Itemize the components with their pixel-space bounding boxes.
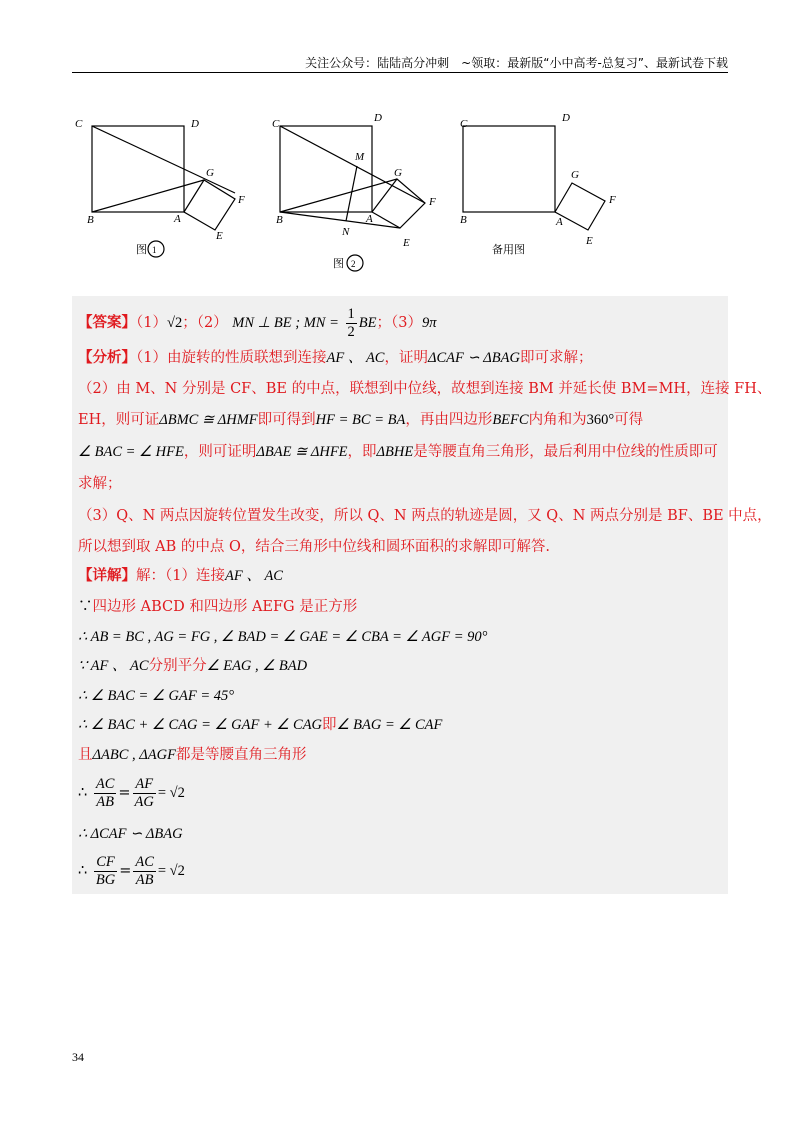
detail-line-8: ∴ $\frac{AC}{AB}$ = $\frac{AF}{AG}$ = √2 [78, 776, 185, 810]
geometry-figures [70, 108, 630, 278]
svg-text:C: C [272, 118, 280, 130]
svg-text:G: G [206, 167, 214, 179]
fig1-line-cf [92, 126, 235, 193]
svg-text:E: E [586, 235, 593, 247]
detail-line-4: ∵ AF 、 AC分别平分∠ EAG , ∠ BAD [78, 658, 308, 674]
detail-line-7: 且ΔABC , ΔAGF都是等腰直角三角形 [78, 747, 307, 763]
analysis-line-1: 【分析】（1）由旋转的性质联想到连接AF 、 AC，证明ΔCAF ∽ ΔBAG即可求解； [78, 349, 593, 366]
svg-text:B: B [276, 214, 283, 226]
svg-text:B: B [87, 214, 94, 226]
analysis-line-3: EH，则可证ΔBMC ≅ ΔHMF即可得到HF = BC = BA，再由四边形BEFC内角和为360°可得 [78, 412, 644, 428]
svg-text:1: 1 [152, 245, 157, 255]
fig2-line-bg [280, 179, 397, 212]
svg-text:F: F [238, 194, 245, 206]
svg-text:D: D [191, 118, 199, 130]
fig2-line-be [280, 212, 400, 228]
fig3-caption: 备用图 [492, 243, 525, 256]
svg-text:A: A [366, 213, 373, 225]
svg-text:E: E [403, 237, 410, 249]
svg-text:D: D [562, 112, 570, 124]
analysis-line-5: 求解； [78, 476, 122, 492]
analysis-line-4: ∠ BAC = ∠ HFE，则可证明ΔBAE ≅ ΔHFE，即ΔBHE是等腰直角三角形，最后利用中位线的性质即可 [78, 444, 718, 460]
detail-line-2: ∵四边形 ABCD 和四边形 AEFG 是正方形 [78, 599, 358, 615]
svg-text:图: 图 [333, 257, 344, 270]
svg-text:C: C [460, 118, 468, 130]
svg-text:E: E [216, 230, 223, 242]
page-number: 34 [72, 1050, 84, 1064]
svg-text:C: C [75, 118, 83, 130]
detail-line-5: ∴ ∠ BAC = ∠ GAF = 45° [78, 688, 235, 704]
svg-text:G: G [571, 169, 579, 181]
fig1-square-aefg [184, 180, 235, 230]
figures-svg [70, 108, 630, 278]
svg-text:A: A [556, 216, 563, 228]
svg-text:2: 2 [351, 259, 356, 269]
svg-text:图: 图 [136, 243, 147, 256]
detail-line-9: ∴ ΔCAF ∽ ΔBAG [78, 826, 183, 842]
detail-line-3: ∴ AB = BC , AG = FG , ∠ BAD = ∠ GAE = ∠ CBA = ∠ AGF = 90° [78, 629, 488, 645]
svg-text:F: F [609, 194, 616, 206]
page-header: 关注公众号：陆陆高分冲刺 ~领取：最新版“小中高考-总复习”、最新试卷下载 [72, 54, 728, 73]
detail-line-6: ∴ ∠ BAC + ∠ CAG = ∠ GAF + ∠ CAG即∠ BAG = ∠ CAF [78, 717, 443, 733]
analysis-line-6: （3）Q、N 两点因旋转位置发生改变，所以 Q、N 两点的轨迹是圆，又 Q、N 两点分别是 BF、BE 中点， [78, 508, 772, 524]
svg-text:A: A [174, 213, 181, 225]
svg-text:D: D [374, 112, 382, 124]
half-fraction: $\frac{1}{2}$ [347, 306, 355, 340]
svg-text:B: B [460, 214, 467, 226]
svg-text:G: G [394, 167, 402, 179]
detail-line-1: 【详解】解：（1）连接AF 、 AC [78, 567, 283, 584]
fig2-square-aefg [372, 179, 425, 228]
fig3-square-abcd [463, 126, 555, 212]
svg-text:F: F [429, 196, 436, 208]
analysis-line-2: （2）由 M、N 分别是 CF、BE 的中点，联想到中位线，故想到连接 BM 并延长使 BM=MH，连接 FH、 [78, 381, 772, 397]
answer-line: 【答案】（1）√2；（2） MN ⊥ BE ; MN = $\frac{1}{2}$ BE；（3）9π [78, 306, 437, 340]
svg-text:N: N [342, 226, 350, 238]
svg-text:M: M [355, 151, 365, 163]
detail-line-10: ∴ $\frac{CF}{BG}$ = $\frac{AC}{AB}$ = √2 [78, 854, 185, 888]
analysis-line-7: 所以想到取 AB 的中点 O，结合三角形中位线和圆环面积的求解即可解答. [78, 539, 550, 555]
